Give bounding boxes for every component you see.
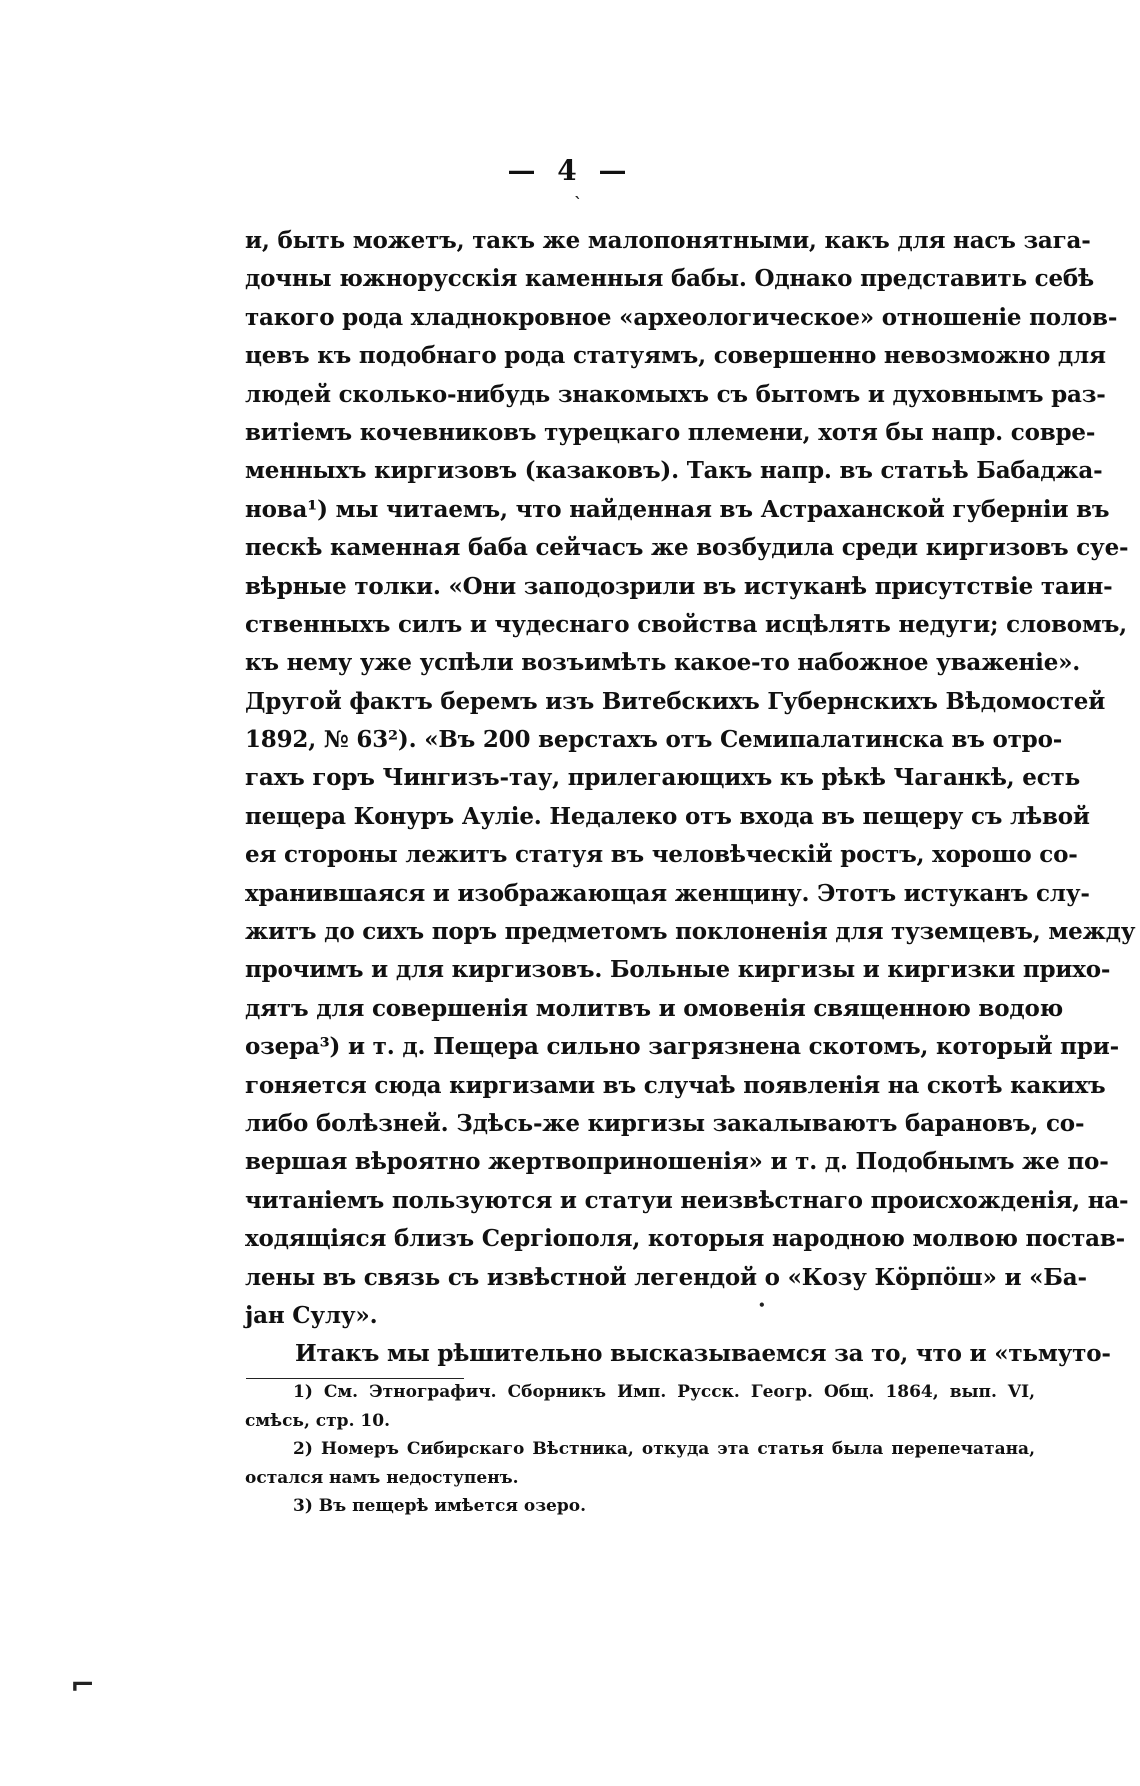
footnote-2: 2) Номеръ Сибирскаго Вѣстника, откуда эта статья была перепечатана,: [293, 1439, 1035, 1459]
text-line: нова¹) мы читаемъ, что найденная въ Астраханской губерніи въ: [245, 495, 1110, 523]
text-line: дочны южнорусскія каменныя бабы. Однако представить себѣ: [245, 265, 1095, 293]
text-line: людей сколько-нибудь знакомыхъ съ бытомъ и духовнымъ раз-: [245, 380, 1106, 408]
footnotes: [245, 1378, 1035, 1521]
text-line: житъ до сихъ поръ предметомъ поклоненія для туземцевъ, между: [245, 918, 1136, 946]
text-line: ходящіяся близъ Сергіополя, которыя народною молвою постав-: [245, 1225, 1125, 1253]
text-line: цевъ къ подобнаго рода статуямъ, совершенно невозможно для: [245, 342, 1106, 370]
text-line: хранившаяся и изображающая женщину. Этотъ истуканъ слу-: [245, 879, 1090, 907]
paragraph-end-line: јан Сулу».: [245, 1301, 378, 1329]
footnote-3: 3) Въ пещерѣ имѣется озеро.: [293, 1496, 587, 1516]
text-line: вѣрные толки. «Они заподозрили въ истуканѣ присутствіе таин-: [245, 572, 1113, 600]
text-line: ственныхъ силъ и чудеснаго свойства исцѣлять недуги; словомъ,: [245, 610, 1127, 638]
text-line: дятъ для совершенія молитвъ и омовенія священною водою: [245, 994, 1063, 1022]
text-line: и, быть можетъ, такъ же малопонятными, какъ для насъ зага-: [245, 227, 1091, 254]
text-line: либо болѣзней. Здѣсь-же киргизы закалываютъ барановъ, со-: [245, 1109, 1085, 1137]
footnote-2-cont: остался намъ недоступенъ.: [245, 1467, 519, 1488]
text-line: менныхъ киргизовъ (казаковъ). Такъ напр. въ статьѣ Бабаджа-: [245, 457, 1103, 485]
page-number: — 4 —: [507, 154, 633, 187]
footnote-1: 1) См. Этнографич. Сборникъ Имп. Русск. Геогр. Общ. 1864, вып. VI,: [293, 1382, 1035, 1402]
text-line: 1892, № 63²). «Въ 200 верстахъ отъ Семипалатинска въ отро-: [245, 726, 1063, 754]
corner-mark: ⌐: [70, 1668, 96, 1703]
text-line: читаніемъ пользуются и статуи неизвѣстнаго происхожденія, на-: [245, 1186, 1129, 1214]
main-text: [245, 222, 1136, 1374]
text-line: прочимъ и для киргизовъ. Больные киргизы и киргизки прихо-: [245, 956, 1111, 984]
text-line: пескѣ каменная баба сейчасъ же возбудила среди киргизовъ суе-: [245, 534, 1129, 562]
text-line: пещера Конуръ Аулiе. Недалеко отъ входа въ пещеру съ лѣвой: [245, 802, 1090, 830]
text-line: гахъ горъ Чингизъ-тау, прилегающихъ къ рѣкѣ Чаганкѣ, есть: [245, 764, 1080, 792]
text-line: лены въ связь съ извѣстной легендой о «Козу Кӧрпӧш» и «Ба-: [245, 1263, 1087, 1291]
text-line: озера³) и т. д. Пещера сильно загрязнена скотомъ, который при-: [245, 1033, 1119, 1061]
text-line: витіемъ кочевниковъ турецкаго племени, хотя бы напр. совре-: [245, 418, 1096, 446]
text-line: гоняется сюда киргизами въ случаѣ появленія на скотѣ какихъ: [245, 1071, 1106, 1099]
text-line: къ нему уже успѣли возъимѣть какое-то набожное уваженіе».: [245, 649, 1081, 677]
text-line: ея стороны лежитъ статуя въ человѣческій ростъ, хорошо со-: [245, 841, 1078, 869]
stray-mark: ˋ: [574, 194, 582, 213]
footnote-1-cont: смѣсь, стр. 10.: [245, 1410, 390, 1431]
paragraph-start-line: Итакъ мы рѣшительно высказываемся за то, что и «тьмуто-: [295, 1340, 1111, 1368]
text-line: такого рода хладнокровное «археологическое» отношеніе полов-: [245, 303, 1118, 331]
stray-dot: •: [758, 1298, 766, 1312]
text-line: Другой фактъ беремъ изъ Витебскихъ Губернскихъ Вѣдомостей: [245, 687, 1106, 715]
text-line: вершая вѣроятно жертвоприношенія» и т. д. Подобнымъ же по-: [245, 1148, 1109, 1176]
